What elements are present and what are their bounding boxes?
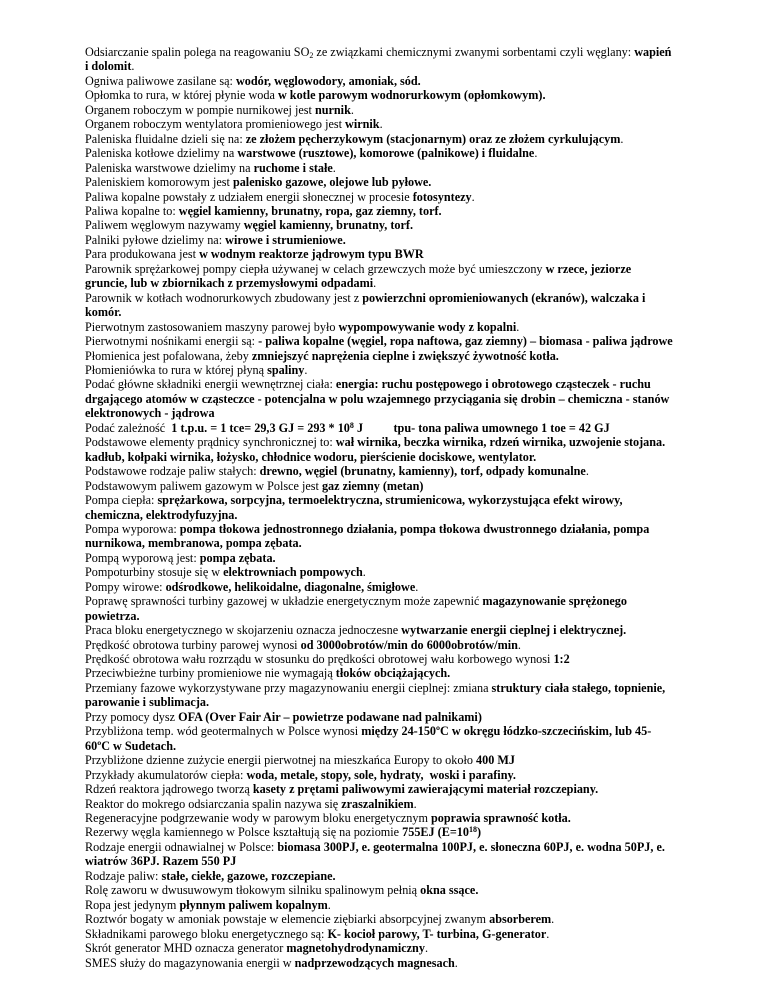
text-run: . bbox=[413, 796, 417, 811]
bold-text: wodór, węglowodory, amoniak, sód. bbox=[235, 73, 421, 88]
bold-text: magazynowanie sprężonego powietrza. bbox=[85, 594, 631, 623]
text-run: . bbox=[620, 131, 624, 146]
bold-text: wirnik bbox=[345, 117, 380, 132]
text-run: . bbox=[471, 189, 475, 204]
text-line bbox=[85, 623, 675, 637]
bold-text: OFA (Over Fair Air – powietrze podawane nad palnikami) bbox=[178, 709, 482, 724]
text-line bbox=[85, 435, 675, 464]
bold-text: węgiel kamienny, brunatny, torf. bbox=[243, 218, 414, 233]
bold-text: magnetohydrodynamiczny bbox=[286, 941, 425, 956]
text-run: . bbox=[350, 102, 354, 117]
bold-text: wypompowywanie wody z kopalni bbox=[338, 319, 517, 334]
bold-text: wytwarzanie energii cieplnej i elektrycznej. bbox=[401, 623, 627, 638]
text-run: Prędkość obrotowa turbiny parowej wynosi bbox=[85, 637, 301, 652]
bold-text: poprawia sprawność kotła. bbox=[430, 811, 571, 826]
text-line bbox=[85, 797, 675, 811]
text-line bbox=[85, 161, 675, 175]
bold-text: stałe, ciekłe, gazowe, rozczepiane. bbox=[161, 868, 336, 883]
text-run bbox=[363, 421, 393, 435]
text-run: Podać zależność bbox=[85, 420, 172, 435]
text-run: . bbox=[362, 565, 366, 580]
text-line bbox=[85, 912, 675, 926]
text-run: Regeneracyjne podgrzewanie wody w parowym bloku energetycznym bbox=[85, 811, 431, 826]
text-run: . bbox=[585, 464, 589, 479]
bold-text: elektrowniach pompowych bbox=[223, 565, 363, 580]
text-line bbox=[85, 175, 675, 189]
text-run: Pompa ciepła: bbox=[85, 493, 158, 508]
text-line bbox=[85, 883, 675, 897]
text-line bbox=[85, 652, 675, 666]
text-line bbox=[85, 132, 675, 146]
text-line bbox=[85, 117, 675, 131]
bold-text: odśrodkowe, helikoidalne, diagonalne, śmigłowe bbox=[165, 579, 416, 594]
text-run: Prędkość obrotowa wału rozrządu w stosunku do prędkości obrotowej wału korbowego wynosi bbox=[85, 652, 554, 667]
text-line bbox=[85, 638, 675, 652]
text-run: Przemiany fazowe wykorzystywane przy magazynowaniu energii cieplnej: zmiana bbox=[85, 680, 492, 695]
text-run: Skrót generator MHD oznacza generator bbox=[85, 941, 287, 956]
text-line bbox=[85, 811, 675, 825]
text-run: Opłomka to rura, w której płynie woda bbox=[85, 88, 278, 103]
text-run: Przykłady akumulatorów ciepła: bbox=[85, 767, 247, 782]
text-line bbox=[85, 233, 675, 247]
text-line bbox=[85, 262, 675, 291]
bold-text: K- kocioł parowy, T- turbina, G-generator bbox=[327, 926, 547, 941]
bold-text: gaz ziemny (metan) bbox=[321, 478, 424, 493]
text-line bbox=[85, 522, 675, 551]
text-run: Paliwa kopalne powstały z udziałem energii słonecznej w procesie bbox=[85, 189, 413, 204]
text-run: Paleniska warstwowe dzielimy na bbox=[85, 160, 254, 175]
bold-text: drewno, węgiel (brunatny, kamienny), torf, odpady komunalne bbox=[259, 464, 586, 479]
text-run: . bbox=[546, 926, 550, 941]
text-run: Roztwór bogaty w amoniak powstaje w elemencie ziębiarki absorpcyjnej zwanym bbox=[85, 912, 490, 927]
text-run: Rodzaje paliw: bbox=[85, 868, 162, 883]
text-run: Rdzeń reaktora jądrowego tworzą bbox=[85, 782, 253, 797]
bold-text: powierzchni opromieniowanych (ekranów), walczaka i komór. bbox=[85, 290, 649, 320]
bold-text: 400 MJ bbox=[476, 753, 515, 768]
text-line bbox=[85, 421, 675, 435]
text-run: Podstawowym paliwem gazowym w Polsce jest bbox=[85, 478, 322, 493]
bold-text: 1:2 bbox=[553, 652, 570, 667]
text-run: . bbox=[534, 146, 538, 161]
superscript: 8 bbox=[349, 420, 354, 430]
text-run: Rolę zaworu w dwusuwowym tłokowym silniku spalinowym pełnią bbox=[85, 883, 421, 898]
text-run: Pompą wyporową jest: bbox=[85, 550, 200, 565]
bold-text: - paliwa kopalne (węgiel, ropa naftowa, gaz ziemny) – biomasa - paliwa jądrowe bbox=[258, 334, 673, 349]
bold-text: 755EJ (E=10 bbox=[402, 825, 469, 840]
text-run: Składnikami parowego bloku energetycznego są: bbox=[85, 926, 328, 941]
text-run: Pompa wyporowa: bbox=[85, 521, 180, 536]
text-run: Paleniska fluidalne dzieli się na: bbox=[85, 131, 246, 146]
text-line bbox=[85, 768, 675, 782]
bold-text: nurnik bbox=[314, 102, 351, 117]
text-line bbox=[85, 146, 675, 160]
text-line bbox=[85, 74, 675, 88]
text-line bbox=[85, 594, 675, 623]
bold-text: w kotle parowym wodnorurkowym (opłomkowym). bbox=[277, 88, 546, 103]
bold-text: ze złożem pęcherzykowym (stacjonarnym) oraz ze złożem cyrkulującym bbox=[245, 131, 621, 146]
text-run: Płomienica jest pofalowana, żeby bbox=[85, 348, 252, 363]
text-run: Parownik sprężarkowej pompy ciepła używanej w celach grzewczych może być umieszczony bbox=[85, 261, 546, 276]
text-run: SMES służy do magazynowania energii w bbox=[85, 955, 295, 970]
text-line bbox=[85, 88, 675, 102]
text-run: . bbox=[373, 276, 377, 291]
superscript: 18 bbox=[469, 825, 477, 835]
bold-text: pompa zębata. bbox=[199, 550, 276, 565]
bold-text: między 24-150ºC w okręgu łódzko-szczecińskim, lub 45-60ºC w Sudetach. bbox=[85, 724, 652, 753]
bold-text: zraszalnikiem bbox=[341, 796, 414, 811]
text-run: Pompy wirowe: bbox=[85, 579, 166, 594]
text-line bbox=[85, 493, 675, 522]
bold-text: zmniejszyć naprężenia cieplne i zwiększyć żywotność kotła. bbox=[251, 348, 559, 363]
text-line bbox=[85, 479, 675, 493]
text-run: Paliwem węglowym nazywamy bbox=[85, 218, 244, 233]
text-run: Przybliżone dzienne zużycie energii pierwotnej na mieszkańca Europy to około bbox=[85, 753, 476, 768]
text-run: Odsiarczanie spalin polega na reagowaniu SO bbox=[85, 45, 310, 59]
text-run: Pierwotnym zastosowaniem maszyny parowej było bbox=[85, 319, 339, 334]
bold-text: kasety z prętami paliwowymi zawierającymi materiał rozczepiany. bbox=[252, 782, 599, 797]
text-run: Poprawę sprawności turbiny gazowej w układzie energetycznym może zapewnić bbox=[85, 594, 483, 609]
text-run: Paliwa kopalne to: bbox=[85, 203, 179, 218]
text-run: Organem roboczym w pompie nurnikowej jest bbox=[85, 102, 315, 117]
text-run: Podać główne składniki energii wewnętrznej ciała: bbox=[85, 377, 336, 392]
bold-text: tpu- tona paliwa umownego 1 toe = 42 GJ bbox=[393, 420, 610, 435]
text-run: Przeciwbieżne turbiny promieniowe nie wymagają bbox=[85, 666, 336, 681]
text-line bbox=[85, 103, 675, 117]
bold-text: w rzece, jeziorze gruncie, lub w zbiornikach z przemysłowymi odpadami bbox=[85, 261, 635, 291]
text-line bbox=[85, 681, 675, 710]
bold-text: J bbox=[353, 420, 364, 435]
bold-text: woda, metale, stopy, sole, hydraty, woski i parafiny. bbox=[246, 767, 516, 782]
text-run: Paleniskiem komorowym jest bbox=[85, 175, 233, 190]
text-run: Paleniska kotłowe dzielimy na bbox=[85, 146, 238, 161]
text-run: Ogniwa paliwowe zasilane są: bbox=[85, 73, 236, 88]
text-line bbox=[85, 551, 675, 565]
text-line bbox=[85, 869, 675, 883]
bold-text: wirowe i strumieniowe. bbox=[225, 232, 346, 247]
text-line bbox=[85, 377, 675, 420]
text-run: . bbox=[551, 912, 555, 927]
bold-text: okna ssące. bbox=[420, 883, 479, 898]
text-line bbox=[85, 898, 675, 912]
bold-text: sprężarkowa, sorpcyjna, termoelektryczna, strumienicowa, wykorzystująca efekt wirowy, chemiczna, elektrodyfuzyjna. bbox=[85, 493, 626, 522]
text-line bbox=[85, 349, 675, 363]
text-line bbox=[85, 45, 675, 74]
text-line bbox=[85, 941, 675, 955]
text-line bbox=[85, 363, 675, 377]
text-line bbox=[85, 782, 675, 796]
bold-text: 1 t.p.u. = 1 tce= 29,3 GJ = 293 * 10 bbox=[171, 420, 350, 435]
text-run: Palniki pyłowe dzielimy na: bbox=[85, 232, 226, 247]
text-line bbox=[85, 247, 675, 261]
text-line bbox=[85, 710, 675, 724]
bold-text: absorberem bbox=[489, 912, 552, 927]
text-run: . bbox=[454, 955, 458, 970]
text-line bbox=[85, 724, 675, 753]
text-run: Płomieniówka to rura w której płyną bbox=[85, 362, 268, 377]
text-run: Parownik w kotłach wodnorurkowych zbudowany jest z bbox=[85, 290, 363, 305]
bold-text: spaliny bbox=[267, 362, 305, 377]
document-page bbox=[85, 45, 675, 970]
bold-text: fotosyntezy bbox=[412, 189, 472, 204]
text-run: . bbox=[332, 160, 336, 175]
text-line bbox=[85, 956, 675, 970]
text-run: . bbox=[131, 59, 135, 74]
text-run: . bbox=[517, 637, 521, 652]
text-run: . bbox=[424, 941, 428, 956]
text-run: . bbox=[379, 117, 383, 132]
text-run: Przybliżona temp. wód geotermalnych w Polsce wynosi bbox=[85, 724, 362, 739]
text-run: Praca bloku energetycznego w skojarzeniu oznacza jednoczesne bbox=[85, 623, 402, 638]
bold-text: palenisko gazowe, olejowe lub pyłowe. bbox=[232, 175, 432, 190]
text-line bbox=[85, 291, 675, 320]
text-run: Pompoturbiny stosuje się w bbox=[85, 565, 224, 580]
text-line bbox=[85, 190, 675, 204]
bold-text: w wodnym reaktorze jądrowym typu BWR bbox=[199, 247, 424, 262]
bold-text: struktury ciała stałego, topnienie, parowanie i sublimacja. bbox=[85, 680, 669, 710]
text-run: Ropa jest jedynym bbox=[85, 897, 180, 912]
text-run: . bbox=[327, 897, 331, 912]
text-line bbox=[85, 580, 675, 594]
text-run: Reaktor do mokrego odsiarczania spalin nazywa się bbox=[85, 796, 342, 811]
text-run: Rodzaje energii odnawialnej w Polsce: bbox=[85, 839, 278, 854]
text-line bbox=[85, 753, 675, 767]
bold-text: biomasa 300PJ, e. geotermalna 100PJ, e. słoneczna 60PJ, e. wodna 50PJ, e. wiatrów 36PJ. Razem 550 PJ bbox=[85, 839, 668, 869]
bold-text: wał wirnika, beczka wirnika, rdzeń wirnika, uzwojenie stojana. kadłub, kołpaki wirnika, łożysko, chłodnice wodoru, pierścienie dociskowe, wentylator. bbox=[85, 435, 669, 464]
text-run: Pierwotnymi nośnikami energii są: bbox=[85, 334, 259, 349]
text-line bbox=[85, 666, 675, 680]
text-line bbox=[85, 218, 675, 232]
text-line bbox=[85, 334, 675, 348]
text-run: . bbox=[415, 579, 419, 594]
text-line bbox=[85, 840, 675, 869]
text-run: . bbox=[516, 319, 520, 334]
bold-text: węgiel kamienny, brunatny, ropa, gaz ziemny, torf. bbox=[178, 203, 442, 218]
bold-text: ruchome i stałe bbox=[253, 160, 333, 175]
bold-text: ) bbox=[477, 825, 482, 840]
bold-text: energia: ruchu postępowego i obrotowego cząsteczek - ruchu drgającego atomów w cząsteczce - potencjalna w polu wzajemnego przyciągania się drobin – chemiczna - stanów elektronowych - jądrowa bbox=[85, 377, 673, 421]
text-run: Podstawowe rodzaje paliw stałych: bbox=[85, 464, 260, 479]
text-line bbox=[85, 927, 675, 941]
text-line bbox=[85, 825, 675, 839]
bold-text: nadprzewodzących magnesach bbox=[294, 955, 455, 970]
text-run: Przy pomocy dysz bbox=[85, 709, 179, 724]
text-run: ze związkami chemicznymi zwanymi sorbentami czyli węglany: bbox=[313, 45, 635, 59]
text-run: Rezerwy węgla kamiennego w Polsce kształtują się na poziomie bbox=[85, 825, 403, 840]
text-line bbox=[85, 464, 675, 478]
text-run: . bbox=[304, 362, 308, 377]
text-line bbox=[85, 204, 675, 218]
text-line bbox=[85, 565, 675, 579]
bold-text: warstwowe (rusztowe), komorowe (palnikowe) i fluidalne bbox=[237, 146, 535, 161]
bold-text: od 3000obrotów/min do 6000obrotów/min bbox=[300, 637, 518, 652]
text-line bbox=[85, 320, 675, 334]
text-run: Organem roboczym wentylatora promieniowego jest bbox=[85, 117, 346, 132]
bold-text: tłoków obciążających. bbox=[335, 666, 451, 681]
bold-text: pompa tłokowa jednostronnego działania, pompa tłokowa dwustronnego działania, pompa nurnikowa, membranowa, pompa zębata. bbox=[85, 521, 653, 551]
bold-text: wapień i dolomit bbox=[85, 45, 675, 74]
bold-text: płynnym paliwem kopalnym bbox=[179, 897, 328, 912]
text-run: Para produkowana jest bbox=[85, 247, 200, 262]
subscript: 2 bbox=[309, 51, 314, 60]
text-run: Podstawowe elementy prądnicy synchronicznej to: bbox=[85, 435, 336, 450]
